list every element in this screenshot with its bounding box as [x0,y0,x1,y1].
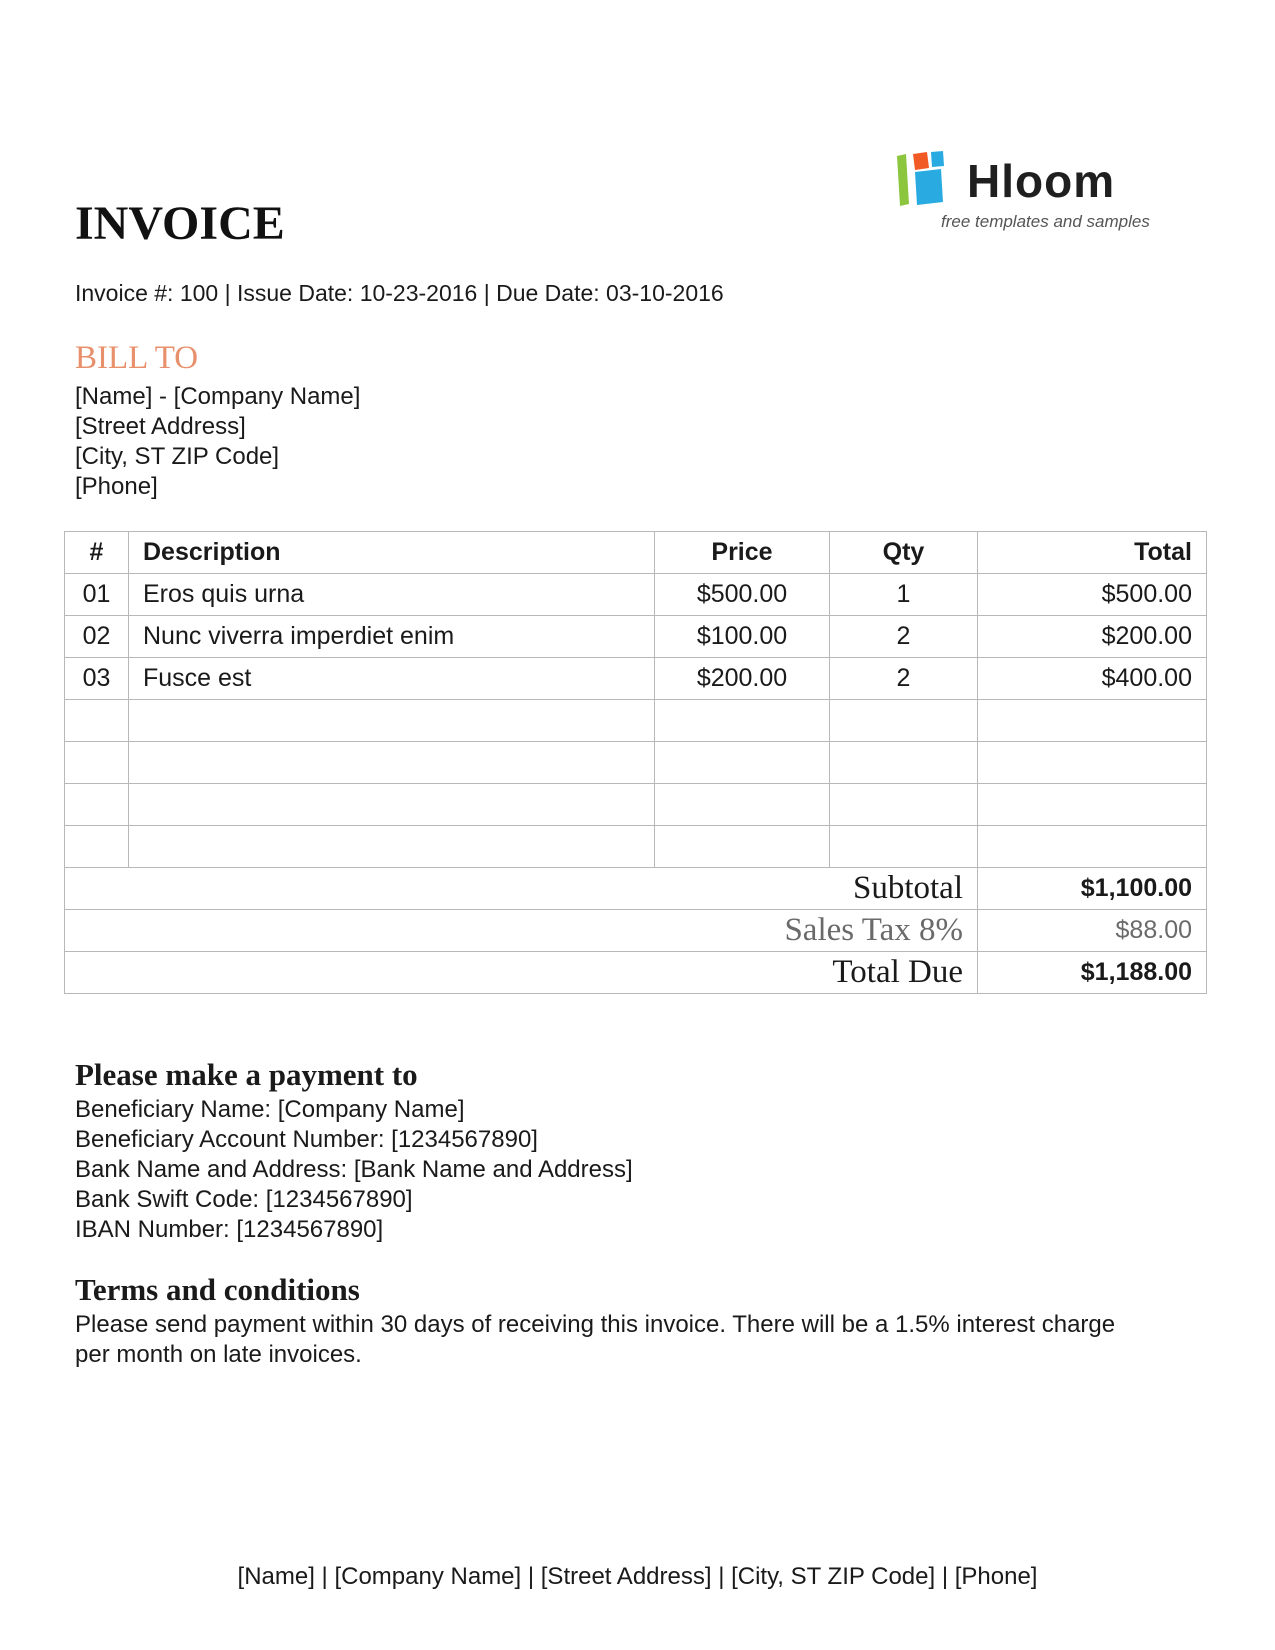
item-qty [830,826,978,868]
item-number: 03 [65,658,129,700]
payment-line: Beneficiary Name: [Company Name] [75,1096,465,1123]
logo-wordmark: Hloom [967,155,1116,207]
item-description: Eros quis urna [129,574,655,616]
col-header-number: # [65,532,129,574]
col-header-total: Total [978,532,1207,574]
item-number: 02 [65,616,129,658]
item-total [978,742,1207,784]
tax-value: $88.00 [978,910,1207,952]
payment-line: IBAN Number: [1234567890] [75,1216,384,1243]
item-total: $200.00 [978,616,1207,658]
payment-heading: Please make a payment to [75,1057,418,1092]
item-description [129,784,655,826]
item-price [655,742,830,784]
item-price [655,826,830,868]
total-due-row [65,952,1207,994]
table-row-empty [65,742,1207,784]
bill-to-line: [Name] - [Company Name] [75,383,361,410]
total-due-value: $1,188.00 [978,952,1207,994]
tax-row [65,910,1207,952]
col-header-description: Description [129,532,655,574]
bill-to-line: [Street Address] [75,413,246,440]
terms-text: Please send payment within 30 days of receiving this invoice. There will be a 1.5% interest charge per month on late invoices. [75,1311,1116,1368]
item-number: 01 [65,574,129,616]
item-total: $500.00 [978,574,1207,616]
items-table [64,531,1207,994]
invoice-title: INVOICE [75,197,285,250]
item-description [129,826,655,868]
table-row [65,658,1207,700]
item-qty: 1 [830,574,978,616]
col-header-price: Price [655,532,830,574]
payment-line: Beneficiary Account Number: [1234567890] [75,1126,538,1153]
subtotal-label: Subtotal [65,868,978,910]
item-price: $200.00 [655,658,830,700]
item-price: $500.00 [655,574,830,616]
table-row-empty [65,826,1207,868]
item-number [65,784,129,826]
payment-line: Bank Name and Address: [Bank Name and Address] [75,1156,633,1183]
item-price [655,700,830,742]
subtotal-value: $1,100.00 [978,868,1207,910]
logo-tagline: free templates and samples [941,212,1150,231]
item-description [129,742,655,784]
item-number [65,700,129,742]
tax-label: Sales Tax 8% [65,910,978,952]
invoice-meta-line: Invoice #: 100 | Issue Date: 10-23-2016 | Due Date: 03-10-2016 [75,280,724,306]
item-number [65,742,129,784]
table-row-empty [65,700,1207,742]
footer-contact: [Name] | [Company Name] | [Street Address] | [City, ST ZIP Code] | [Phone] [237,1563,1038,1590]
item-price: $100.00 [655,616,830,658]
bill-to-heading: BILL TO [75,340,199,376]
item-qty [830,742,978,784]
bill-to-address [75,382,360,502]
terms-heading: Terms and conditions [75,1272,360,1307]
col-header-qty: Qty [830,532,978,574]
item-price [655,784,830,826]
item-qty: 2 [830,658,978,700]
item-total [978,784,1207,826]
item-total [978,826,1207,868]
payment-line: Bank Swift Code: [1234567890] [75,1186,413,1213]
bill-to-line: [City, ST ZIP Code] [75,443,280,470]
table-row [65,574,1207,616]
bill-to-line: [Phone] [75,473,158,500]
item-qty [830,784,978,826]
item-qty: 2 [830,616,978,658]
subtotal-row [65,868,1207,910]
table-row-empty [65,784,1207,826]
item-qty [830,700,978,742]
item-number [65,826,129,868]
item-total [978,700,1207,742]
item-description [129,700,655,742]
table-row [65,616,1207,658]
hloom-logo-icon [893,150,963,210]
total-due-label: Total Due [65,952,978,994]
items-header-row [65,532,1207,574]
item-description: Nunc viverra imperdiet enim [129,616,655,658]
item-description: Fusce est [129,658,655,700]
payment-details [75,1095,633,1245]
item-total: $400.00 [978,658,1207,700]
hloom-logo [893,150,1193,240]
